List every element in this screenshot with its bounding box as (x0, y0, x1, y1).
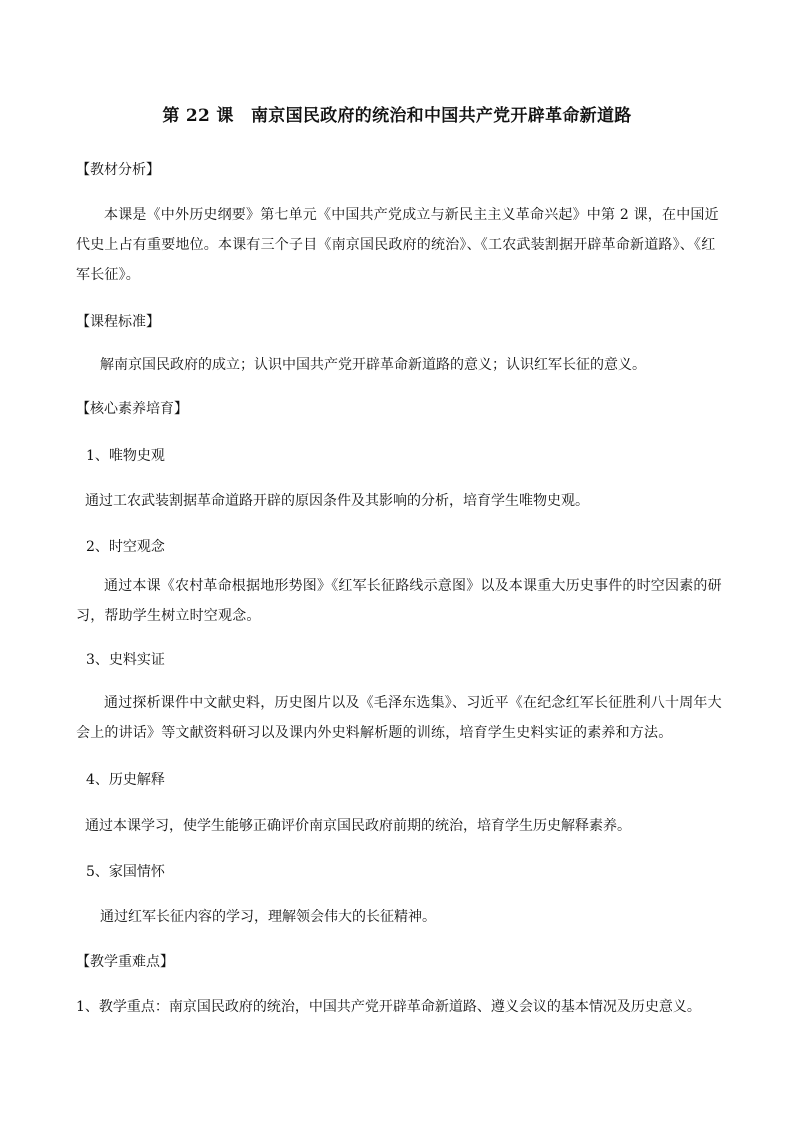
literacy-item-label: 1、唯物史观 (86, 448, 165, 464)
analysis-paragraph: 本课是《中外历史纲要》第七单元《中国共产党成立与新民主主义革命兴起》中第 2 课，在中国近代史上占有重要地位。本课有三个子目《南京国民政府的统治》、《工农武装割据开辟革命新道路》、《红军长征》。 (76, 207, 719, 283)
section-heading-literacy: 【核心素养培育】 (76, 401, 188, 417)
keypoint-item: 1、教学重点：南京国民政府的统治，中国共产党开辟革命新道路、遵义会议的基本情况及历史意义。 (76, 999, 701, 1015)
literacy-item-label: 4、历史解释 (86, 772, 165, 788)
standard-paragraph: 解南京国民政府的成立；认识中国共产党开辟革命新道路的意义；认识红军长征的意义。 (100, 357, 646, 373)
literacy-item-text: 通过本课学习，使学生能够正确评价南京国民政府前期的统治，培育学生历史解释素养。 (85, 818, 631, 834)
literacy-item-text: 通过本课《农村革命根据地形势图》《红军长征路线示意图》以及本课重大历史事件的时空因素的研习，帮助学生树立时空观念。 (76, 578, 722, 624)
lesson-title: 第 22 课 南京国民政府的统治和中国共产党开辟革命新道路 (162, 106, 632, 126)
literacy-item-text: 通过工农武装割据革命道路开辟的原因条件及其影响的分析，培育学生唯物史观。 (85, 493, 589, 509)
section-heading-analysis: 【教材分析】 (76, 162, 160, 178)
literacy-item-text: 通过探析课件中文献史料，历史图片以及《毛泽东选集》、习近平《在纪念红军长征胜利八十周年大会上的讲话》等文献资料研习以及课内外史料解析题的训练，培育学生史料实证的素养和方法。 (76, 695, 722, 741)
literacy-item-label: 3、史料实证 (86, 652, 165, 668)
literacy-item-label: 2、时空观念 (86, 539, 165, 555)
literacy-item-label: 5、家国情怀 (86, 864, 165, 880)
section-heading-keypoints: 【教学重难点】 (76, 954, 174, 970)
literacy-item-text: 通过红军长征内容的学习，理解领会伟大的长征精神。 (100, 909, 436, 925)
section-heading-standard: 【课程标准】 (76, 314, 160, 330)
